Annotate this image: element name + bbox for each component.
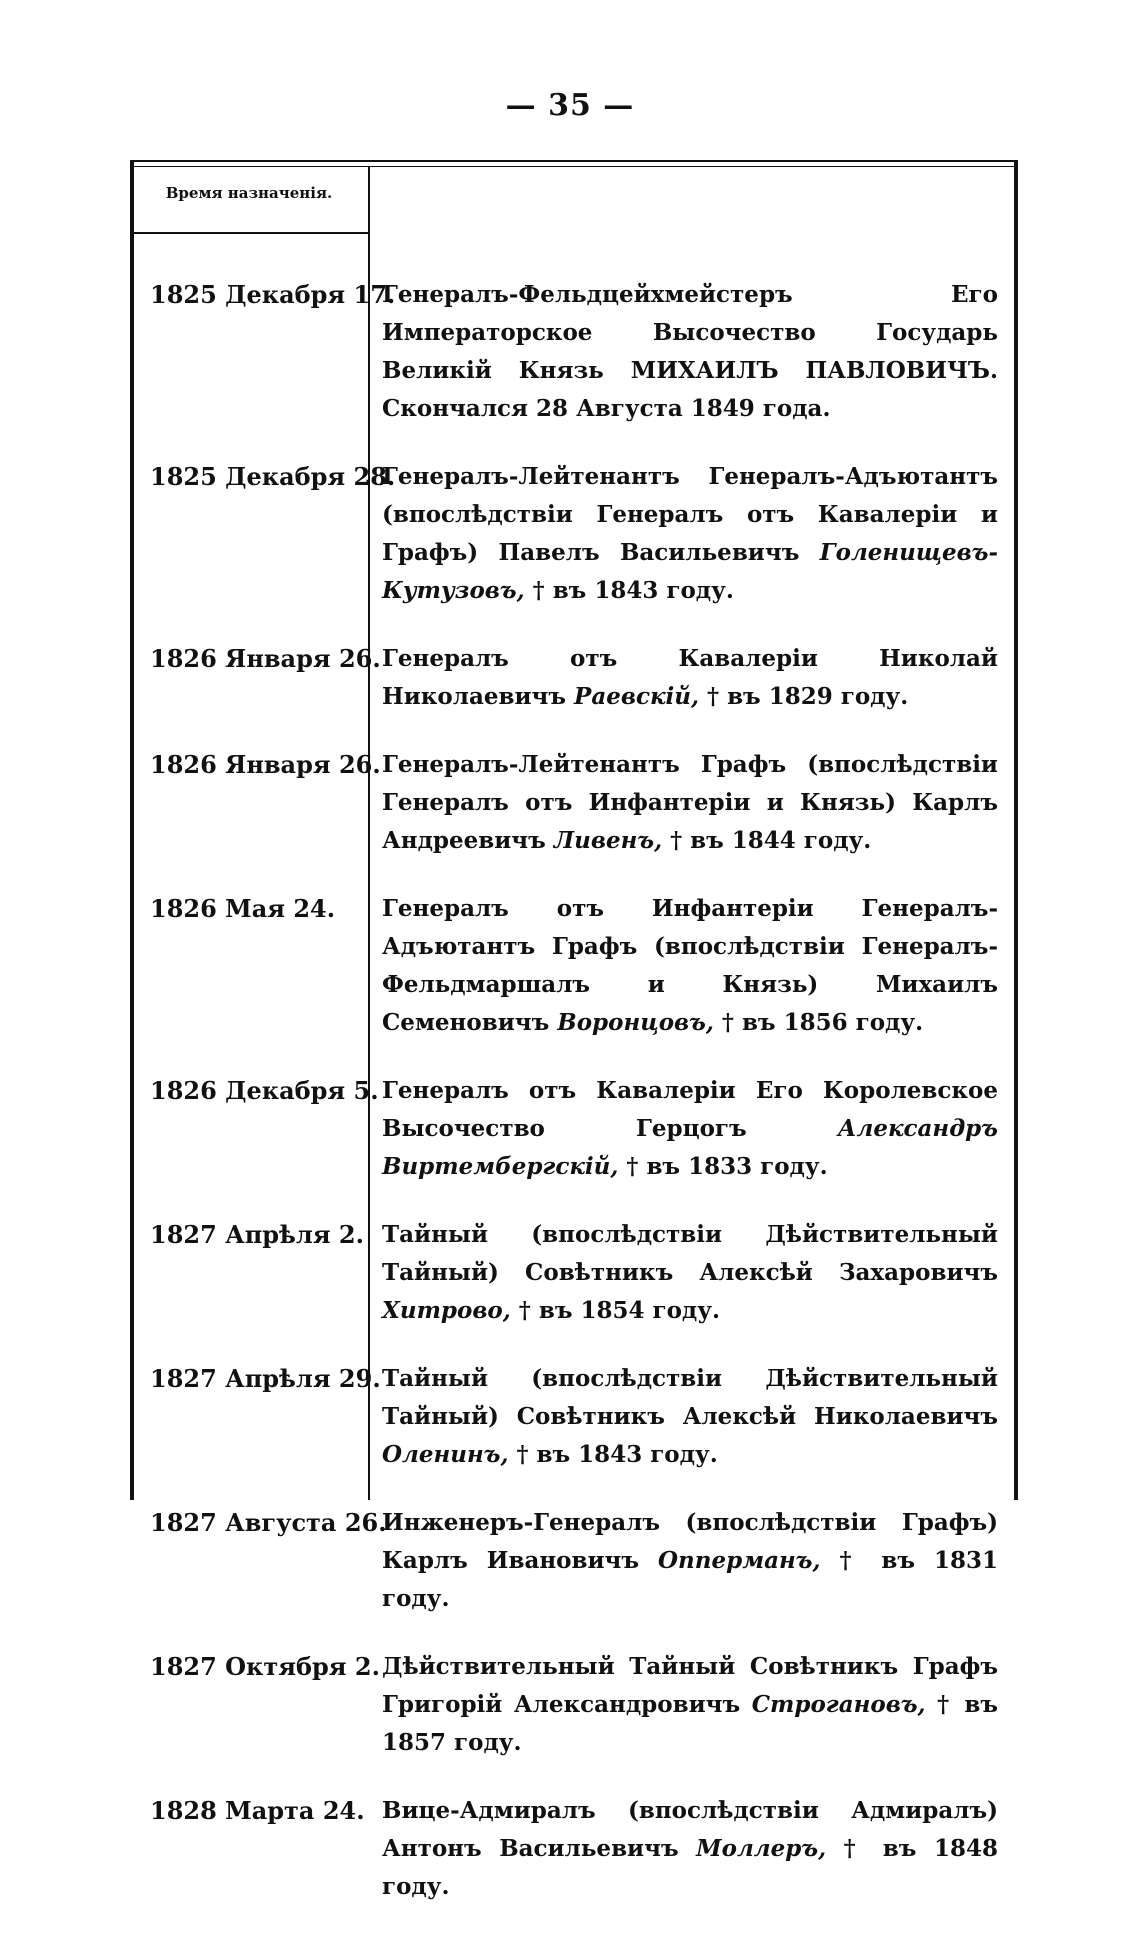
entry-text: Генералъ отъ Кавалеріи Николай Николаевичъ [382, 645, 998, 710]
appointment-date: 1827 Октября 2. [150, 1652, 380, 1681]
appointment-date: 1828 Марта 24. [150, 1796, 365, 1825]
entry-text: Инженеръ-Генералъ (впослѣдствіи Графъ) Карлъ Ивановичъ [382, 1509, 998, 1574]
table-row [134, 746, 1014, 860]
appointment-date: 1826 Мая 24. [150, 894, 336, 923]
entry-surname: Опперманъ, [658, 1547, 821, 1574]
appointment-date: 1827 Апрѣля 2. [150, 1220, 364, 1249]
entry-text: Дѣйствительный Тайный Совѣтникъ Графъ Григорій Александровичъ [382, 1653, 998, 1718]
table-row [134, 458, 1014, 610]
appointment-entry [362, 1072, 1012, 1186]
appointment-date: 1826 Декабря 5. [150, 1076, 379, 1105]
table-row [134, 640, 1014, 716]
entry-death: † въ 1843 году. [516, 1441, 718, 1468]
table-row [134, 1360, 1014, 1474]
appointment-entry [362, 1504, 1012, 1618]
appointment-entry [362, 1360, 1012, 1474]
appointment-date: 1826 Января 26. [150, 644, 381, 673]
appointment-entry [362, 458, 1012, 610]
entry-surname: Строгановъ, [751, 1691, 926, 1718]
entry-surname: Моллеръ, [696, 1835, 827, 1862]
entry-surname: Голенищевъ-Кутузовъ, [382, 539, 998, 604]
entry-death: † въ 1857 году. [382, 1691, 998, 1756]
table-row [134, 1072, 1014, 1186]
entry-surname: Александръ Виртембергскій, [382, 1115, 998, 1180]
appointment-entry [362, 746, 1012, 860]
entry-text: Вице-Адмиралъ (впослѣдствіи Адмиралъ) Антонъ Васильевичъ [382, 1797, 998, 1862]
appointment-date: 1826 Января 26. [150, 750, 381, 779]
entry-text: Генералъ-Лейтенантъ Графъ (впослѣдствіи Генералъ отъ Инфантеріи и Князь) Карлъ Андреевичъ [382, 751, 998, 854]
entry-death: † въ 1833 году. [626, 1153, 828, 1180]
entry-text: Тайный (впослѣдствіи Дѣйствительный Тайный) Совѣтникъ Алексѣй Захаровичъ [382, 1221, 998, 1286]
entry-surname: Воронцовъ, [557, 1009, 714, 1036]
table-row [134, 1648, 1014, 1762]
entry-text: Тайный (впослѣдствіи Дѣйствительный Тайный) Совѣтникъ Алексѣй Николаевичъ [382, 1365, 998, 1430]
page-number: — 35 — [505, 88, 635, 123]
entry-death: † въ 1854 году. [518, 1297, 720, 1324]
entry-surname: Оленинъ, [382, 1441, 509, 1468]
entry-death: † въ 1844 году. [670, 827, 872, 854]
appointment-entry [362, 1648, 1012, 1762]
appointment-entry [362, 640, 1012, 716]
table-body [134, 276, 1014, 1936]
header-rule [134, 232, 368, 234]
appointment-entry [362, 1216, 1012, 1330]
table-row [134, 890, 1014, 1042]
entry-surname: Ливенъ, [553, 827, 663, 854]
appointment-entry [362, 1792, 1012, 1906]
entry-death: † въ 1856 году. [721, 1009, 924, 1036]
entry-surname: Хитрово, [382, 1297, 511, 1324]
entry-surname: Раевскій, [574, 683, 700, 710]
appointment-date: 1825 Декабря 17. [150, 280, 396, 309]
appointment-entry [362, 276, 1012, 428]
appointment-date: 1825 Декабря 28. [150, 462, 396, 491]
appointments-table [130, 160, 1018, 1900]
appointment-entry [362, 890, 1012, 1042]
appointment-date: 1827 Августа 26. [150, 1508, 387, 1537]
table-row [134, 276, 1014, 428]
table-row [134, 1792, 1014, 1906]
appointment-date: 1827 Апрѣля 29. [150, 1364, 381, 1393]
entry-text: Генералъ отъ Инфантеріи Генералъ-Адъютантъ Графъ (впослѣдствіи Генералъ-Фельдмаршалъ и Князь) Михаилъ Семеновичъ [382, 895, 998, 1036]
entry-death: † въ 1831 году. [382, 1547, 998, 1612]
table-row [134, 1504, 1014, 1618]
entry-text: Генералъ отъ Кавалеріи Его Королевское Высочество Герцогъ [382, 1077, 998, 1142]
date-column-header: Время назначенія. [165, 184, 333, 202]
entry-death: † въ 1843 году. [532, 577, 734, 604]
entry-death: † въ 1829 году. [707, 683, 909, 710]
entry-death: † въ 1848 году. [382, 1835, 998, 1900]
table-row [134, 1216, 1014, 1330]
entry-text: Генералъ-Фельдцейхмейстеръ Его Императорское Высочество Государь Великій Князь МИХАИЛЪ ПАВЛОВИЧЪ. Скончался 28 Августа 1849 года. [382, 281, 998, 422]
entry-text: Генералъ-Лейтенантъ Генералъ-Адъютантъ (впослѣдствіи Генералъ отъ Кавалеріи и Графъ) Павелъ Васильевичъ [382, 463, 998, 566]
